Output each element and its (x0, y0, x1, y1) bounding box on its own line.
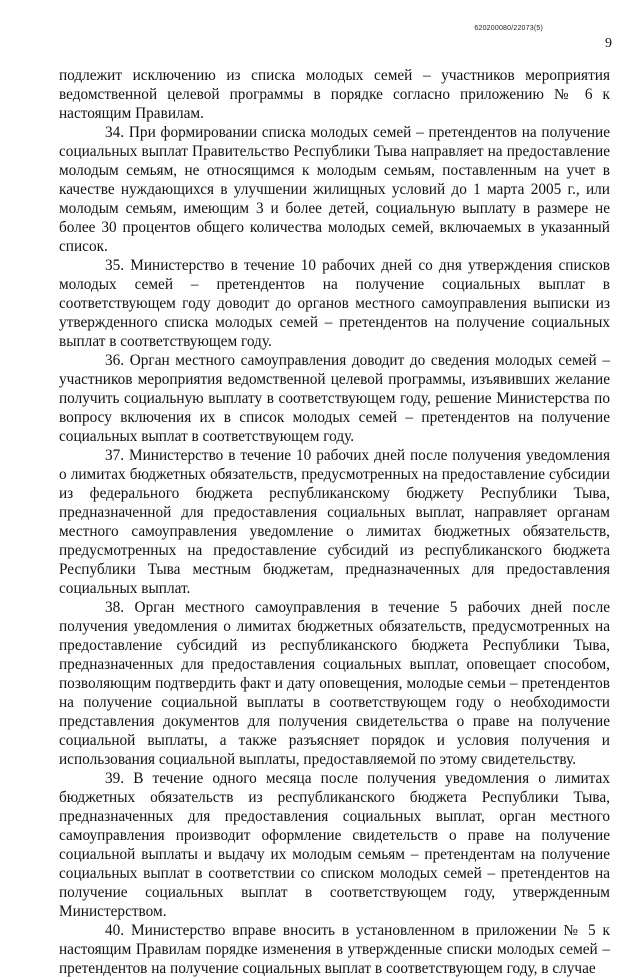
paragraph-36: 36. Орган местного самоуправления доводит до сведения молодых семей – участников мероприятия ведомственной целевой программы, изъявивших желание получить социальную выплату в соответствующем году, решение Министерства по вопросу включения их в список молодых семей – претендентов на получение социальных выплат в соответствующем году. (59, 352, 610, 445)
paragraph-continuation: подлежит исключению из списка молодых семей – участников мероприятия ведомственной целевой программы в порядке согласно приложению № 6 к настоящим Правилам. (59, 67, 610, 122)
paragraph-39: 39. В течение одного месяца после получения уведомления о лимитах бюджетных обязательств из республиканского бюджета Республики Тыва, предназначенных для предоставления социальных выплат, орган местного самоуправления производит оформление свидетельств о праве на получение социальной выплаты и выдачу их молодым семьям – претендентам на получение социальных выплат в соответствии со списком молодых семей – претендентов на получение социальных выплат в соответствующем году, утвержденным Министерством. (59, 770, 610, 920)
paragraph-38: 38. Орган местного самоуправления в течение 5 рабочих дней после получения уведомления о лимитах бюджетных обязательств, предусмотренных на предоставление субсидий из республиканского бюджета Республики Тыва, предназначенных для предоставления социальных выплат, оповещает способом, позволяющим подтвердить факт и дату оповещения, молодые семьи – претендентов на получение социальной выплаты в соответствующем году о необходимости представления документов для получения свидетельства о праве на получение социальной выплаты, а также разъясняет порядок и условия получения и использования социальной выплаты, предоставляемой по этому свидетельству. (59, 599, 610, 768)
paragraph-34: 34. При формировании списка молодых семей – претендентов на получение социальных выплат Правительство Республики Тыва направляет на предоставление молодым семьям, не относящимся к молодым семьям, поставленным на учет в качестве нуждающихся в улучшении жилищных условий до 1 марта 2005 г., или молодым семьям, имеющим 3 и более детей, социальную выплату в размере не более 30 процентов общего количества молодых семей, включаемых в указанный список. (59, 124, 610, 255)
document-code: 620200080/22073(5) (474, 25, 543, 32)
page-number: 9 (605, 36, 612, 51)
document-body (59, 66, 610, 978)
paragraph-35: 35. Министерство в течение 10 рабочих дней со дня утверждения списков молодых семей – претендентов на получение социальных выплат в соответствующем году доводит до органов местного самоуправления выписки из утвержденного списка молодых семей – претендентов на получение социальных выплат в соответствующем году. (59, 257, 610, 350)
paragraph-40: 40. Министерство вправе вносить в установленном в приложении № 5 к настоящим Правилам порядке изменения в утвержденные списки молодых семей – претендентов на получение социальных выплат в соответствующем году, в случае (59, 922, 610, 977)
paragraph-37: 37. Министерство в течение 10 рабочих дней после получения уведомления о лимитах бюджетных обязательств, предусмотренных на предоставление субсидии из федерального бюджета республиканскому бюджету Республики Тыва, предназначенной для предоставления социальных выплат, направляет органам местного самоуправления уведомление о лимитах бюджетных обязательств, предусмотренных на предоставление субсидий из республиканского бюджета Республики Тыва местным бюджетам, предназначенных для предоставления социальных выплат. (59, 447, 610, 597)
